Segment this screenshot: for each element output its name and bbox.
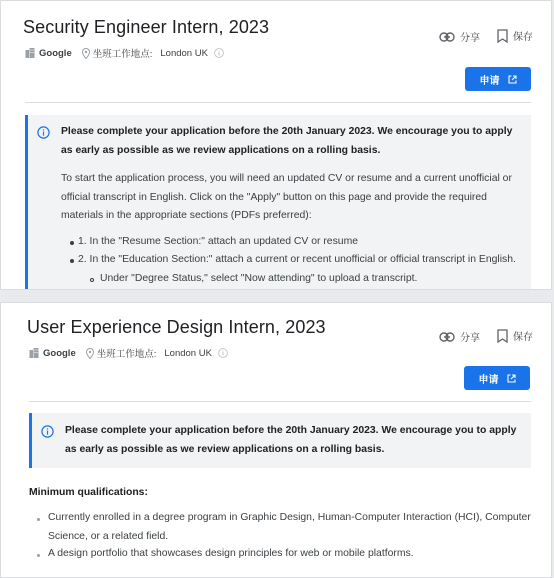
divider — [25, 102, 531, 103]
job-meta — [25, 46, 224, 60]
job-meta — [29, 346, 228, 360]
save-label: 保存 — [513, 32, 533, 43]
info-icon[interactable] — [214, 48, 224, 58]
info-circle-icon — [41, 425, 54, 443]
application-note — [29, 413, 531, 468]
company-name: Google — [39, 47, 72, 59]
bookmark-icon — [497, 329, 513, 343]
job-card-security-engineer — [0, 0, 552, 290]
info-circle-icon — [37, 126, 50, 144]
company-name: Google — [43, 347, 76, 359]
sublist-bullet — [90, 278, 94, 282]
list-bullet — [37, 518, 40, 521]
save-button[interactable] — [497, 328, 533, 343]
apply-button[interactable] — [465, 67, 531, 91]
job-title: User Experience Design Intern, 2023 — [27, 317, 326, 337]
location-pin-icon — [82, 48, 90, 59]
note-paragraph: To start the application process, you will need an updated CV or resume and a current unofficial or official transcript in English. Click on the "Apply" button on this page and provide the required materials in the appropriate sections (PDFs preferred): — [61, 173, 512, 221]
min-qualifications-heading: Minimum qualifications: — [29, 487, 148, 498]
job-card-ux-design — [0, 302, 552, 578]
list-item: 2. In the "Education Section:" attach a current or recent unofficial or official transcript in English. — [78, 254, 516, 265]
open-in-new-icon — [500, 75, 517, 84]
info-icon[interactable] — [218, 348, 228, 358]
location-label: 坐班工作地点: — [96, 349, 157, 360]
list-item: 1. In the "Resume Section:" attach an updated CV or resume — [78, 236, 358, 247]
share-button[interactable] — [439, 29, 480, 44]
list-bullet — [37, 554, 40, 557]
share-label: 分享 — [460, 33, 480, 44]
bookmark-icon — [497, 29, 513, 43]
application-note — [25, 115, 531, 290]
building-icon — [29, 348, 39, 358]
list-bullet — [70, 259, 74, 263]
divider — [29, 401, 531, 402]
building-icon — [25, 48, 35, 58]
qualification-item: A design portfolio that showcases design principles for web or mobile platforms. — [48, 548, 414, 559]
link-icon — [439, 32, 460, 42]
link-icon — [439, 332, 460, 342]
apply-button[interactable] — [464, 366, 530, 390]
job-title: Security Engineer Intern, 2023 — [23, 17, 270, 37]
location-label: 坐班工作地点: — [92, 49, 153, 60]
save-button[interactable] — [497, 28, 533, 43]
location-value: London UK — [164, 347, 212, 359]
list-bullet — [70, 241, 74, 245]
share-label: 分享 — [460, 333, 480, 344]
apply-label: 申请 — [479, 75, 500, 87]
sublist-item: Under "Degree Status," select "Now attending" to upload a transcript. — [100, 273, 418, 284]
apply-label: 申请 — [478, 374, 499, 386]
save-label: 保存 — [513, 332, 533, 343]
note-deadline-text: Please complete your application before the 20th January 2023. We encourage you to apply as early as possible as we review applications on a rolling basis. — [61, 126, 513, 156]
open-in-new-icon — [499, 374, 516, 383]
note-deadline-text: Please complete your application before the 20th January 2023. We encourage you to apply as early as possible as we review applications on a rolling basis. — [65, 425, 517, 455]
location-pin-icon — [86, 348, 94, 359]
share-button[interactable] — [439, 329, 480, 344]
location-value: London UK — [160, 47, 208, 59]
qualification-item: Currently enrolled in a degree program in Graphic Design, Human-Computer Interaction (HCI), Computer Science, or a related field. — [48, 512, 531, 542]
